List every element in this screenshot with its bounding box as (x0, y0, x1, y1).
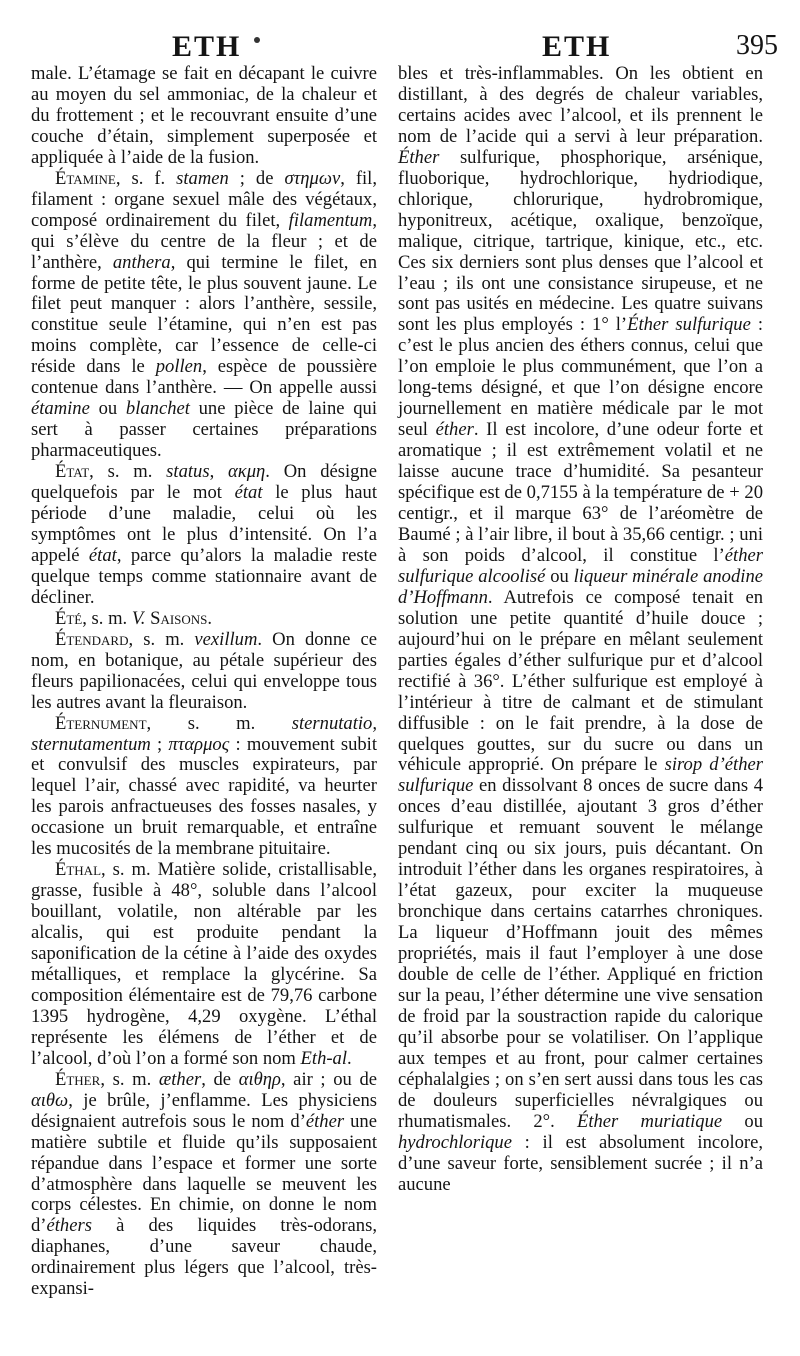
italic-term: V. (131, 607, 146, 629)
italic-term: liqueur minérale anodine d’Hoffmann (398, 565, 763, 608)
entry-text: . (207, 607, 213, 629)
entry-text: une pièce de laine qui sert à passer certaines préparations pharmaceutiques. (31, 398, 377, 462)
entry-text: , s. m. (82, 607, 132, 629)
headword: Étendard (55, 628, 129, 650)
italic-term: Éther (398, 146, 440, 168)
headword: État (55, 461, 90, 483)
italic-term: sirop d’éther sulfurique (398, 754, 763, 797)
entry-text: ou (722, 1110, 763, 1132)
italic-term: vexillum (194, 628, 258, 650)
entry-text: bles et très-inflammables. On les obtient en distillant, à des degrés de chaleur variables, certains acides avec l’alcool, et ils prennent le nom de l’acide qui a servi à leur préparation. (398, 63, 763, 147)
entry-text: ; de (228, 167, 285, 189)
entry-text: ou (89, 398, 126, 420)
italic-term: sternutatio, sternutamentum (31, 712, 377, 755)
entry-etat (31, 462, 377, 609)
running-head-left: ETH (172, 30, 242, 63)
page-number: 395 (736, 30, 778, 61)
italic-term: état (234, 482, 263, 504)
entry-etendard (31, 630, 377, 714)
italic-term: éther (305, 1110, 345, 1132)
entry-text: , qui s’élève du centre de la fleur ; et de l’anthère, (31, 209, 377, 273)
italic-term: étamine (31, 398, 90, 420)
italic-term: Éther sulfurique (627, 314, 751, 336)
entry-text: : il est absolument incolore, d’une saveur forte, sensiblement sucrée ; il n’a aucune (398, 1131, 763, 1195)
italic-term: æther (158, 1068, 202, 1090)
entry-text: , de (201, 1068, 239, 1090)
entry-text: , fil, filament : organe sexuel mâle des végétaux, composé ordinairement du filet, (31, 167, 377, 231)
entry-eternument (31, 714, 377, 861)
entry-text: : c’est le plus ancien des éthers connus, celui que l’on emploie le plus communément, que l’on a long-tems désigné, et que l’on désigne encore journellement en matière médicale par le mot seul (398, 314, 763, 441)
entry-text: , air ; ou de (280, 1068, 377, 1090)
italic-term: éthers (46, 1215, 92, 1237)
italic-term: éther (435, 419, 474, 441)
entry-text: , parce qu’alors la maladie reste quelque temps comme stationnaire avant de décliner. (31, 544, 377, 608)
italic-term: αιθηρ (238, 1068, 281, 1090)
entry-text: , s. m. (89, 461, 167, 483)
entry-text: . Il est incolore, d’une odeur forte et aromatique ; il est extrêmement volatil et ne laisse aucune trace d’humidité. Sa pesanteur spécifique est de 0,7155 à la température de + 20 centigr., et il marque 63° de l’aréomètre de Baumé ; à l’air libre, il bout à 35,66 centigr. ; uni à son poids d’alcool, il constitue l’ (398, 419, 763, 566)
italic-term: éther sulfurique alcoolisé (398, 544, 763, 587)
italic-term: Eth-al (300, 1047, 348, 1069)
entry-ethal (31, 860, 377, 1070)
italic-term: hydrochlorique (398, 1131, 512, 1153)
entry-text: : mouvement subit et convulsif des muscles expirateurs, par lequel l’air, chassé avec rapidité, va heurter les parois anfractueuses des fosses nasales, y occasione un bruit remarquable, et entraîne les mucosités de la membrane pituitaire. (31, 733, 378, 860)
italic-term: pollen (155, 356, 203, 378)
entry-text: ; (150, 733, 169, 755)
entry-text: . On donne ce nom, en botanique, au pétale supérieur des fleurs papilionacées, celui qui enveloppe tous les autres avant la fleuraison. (31, 628, 377, 713)
italic-term: στημων (284, 167, 341, 189)
entry-etamine (31, 169, 377, 462)
right-column (398, 64, 763, 1195)
entry-text: . On désigne quelquefois par le mot (31, 461, 378, 504)
entry-text: , qui termine le filet, en forme de petite tête, le plus souvent jaune. Le filet peut manquer : alors l’anthère, sessile, constitue seule l’étamine, qui n’en est pas moins complète, car l’essence de celle-ci réside dans le (31, 251, 378, 378)
entry-text: , s. m. (100, 1068, 159, 1090)
entry-text: , s. m. (128, 628, 195, 650)
headword: Éthal (55, 859, 102, 881)
italic-term: anthera (112, 251, 171, 273)
entry-text: à des liquides très-odorans, diaphanes, d’une saveur chaude, ordinairement plus légers que l’alcool, très-expansi- (31, 1215, 377, 1300)
italic-term: stamen (176, 167, 229, 189)
entry-ete (31, 609, 377, 630)
entry-etamage-cont (31, 64, 377, 169)
entry-text: sulfurique, phosphorique, arsénique, fluoborique, hydrochlorique, hydriodique, chlorique, chlorurique, hydrobromique, hyponitreux, acétique, oxalique, benzoïque, malique, citrique, tartrique, kinique, etc., etc. Ces six derniers sont plus denses que l’alcool et l’eau ; ils ont une consistance sirupeuse, et ne sont pas usités en médecine. Les quatre suivans sont les plus employés : 1° l’ (398, 146, 763, 336)
entry-text: . Autrefois ce composé tenait en solution une petite quantité d’huile douce ; aujourd’hui on le prépare en mêlant seulement parties égales d’éther sulfurique pur et d’alcool rectifié à 36°. L’éther sulfurique est employé à l’intérieur à titre de calmant et de stimulant diffusible : on le fait prendre, à la dose de quelques gouttes, sur du sucre ou dans un véhicule approprié. On prépare le (398, 586, 763, 776)
headword: Éther (55, 1068, 101, 1090)
entry-text: le plus haut période d’une maladie, celui où les symptômes ont le plus d’intensité. On l’a appelé (31, 482, 377, 566)
ink-dot (254, 37, 260, 43)
entry-ether (31, 1070, 377, 1300)
headword: Saisons (150, 607, 208, 629)
running-head-right: ETH (542, 30, 612, 63)
entry-text: , je brûle, j’enflamme. Les physiciens désignaient autrefois sous le nom d’ (31, 1089, 377, 1132)
italic-term: état (88, 544, 117, 566)
headword: Été (55, 607, 83, 629)
entry-text: , s. m. (146, 712, 292, 734)
italic-term: Éther muriatique (576, 1110, 723, 1132)
left-column (31, 64, 377, 1300)
entry-text: . (347, 1047, 352, 1069)
headword: Éternument (55, 712, 147, 734)
entry-text: male. L’étamage se fait en décapant le cuivre au moyen du sel ammoniac, de la chaleur et du frottement ; et le recouvrant ensuite d’une couche d’étain, simplement superposée et appliquée à l’aide de la fusion. (31, 63, 377, 168)
entry-text: , (209, 461, 229, 483)
italic-term: filamentum (288, 209, 373, 231)
entry-text: , s. m. Matière solide, cristallisable, grasse, fusible à 48°, soluble dans l’alcool bouillant, volatile, non altérable par les alcalis, qui est produite pendant la saponification de la cétine à l’aide des oxydes métalliques, et remplace la glycérine. Sa composition élémentaire est de 79,76 carbone 1395 hydrogène, 4,29 oxygène. L’éthal représente les élémens de l’éther et de l’alcool, d’où l’on a formé son nom (31, 859, 377, 1069)
entry-text: en dissolvant 8 onces de sucre dans 4 onces d’eau distillée, ajoutant 3 gros d’éther sulfurique et remuant souvent le mélange pendant cinq ou six jours, puis décantant. On introduit l’éther dans les organes respiratoires, à l’état gazeux, pour exciter la muqueuse bronchique dans certains catarrhes chroniques. La liqueur d’Hoffmann jouit des mêmes propriétés, mais il faut l’employer à une dose double de celle de l’éther. Appliqué en friction sur la peau, l’éther détermine une vive sensation de froid par la soustraction rapide du calorique qu’il absorbe pour se volatiliser. On l’applique aux tempes et au front, pour calmer certaines céphalalgies ; on s’en sert aussi dans tous les cas de douleurs superficielles névralgiques ou rhumatismales. 2°. (398, 775, 763, 1132)
entry-text: , s. f. (115, 167, 177, 189)
italic-term: blanchet (125, 398, 190, 420)
entry-text: une matière subtile et fluide qu’ils supposaient répandue dans l’espace et former une sorte d’atmosphère dans laquelle se meuvent les corps célestes. En chimie, on donne le nom d’ (31, 1110, 377, 1237)
italic-term: status (166, 461, 210, 483)
entry-text: , espèce de poussière contenue dans l’anthère. — On appelle aussi (31, 356, 377, 399)
headword: Étamine (55, 167, 116, 189)
italic-term: πταρμος (168, 733, 230, 755)
italic-term: αιθω (31, 1089, 69, 1111)
entry-ether-cont (398, 64, 763, 1195)
entry-text: ou (545, 565, 574, 587)
italic-term: ακμη (228, 461, 266, 483)
